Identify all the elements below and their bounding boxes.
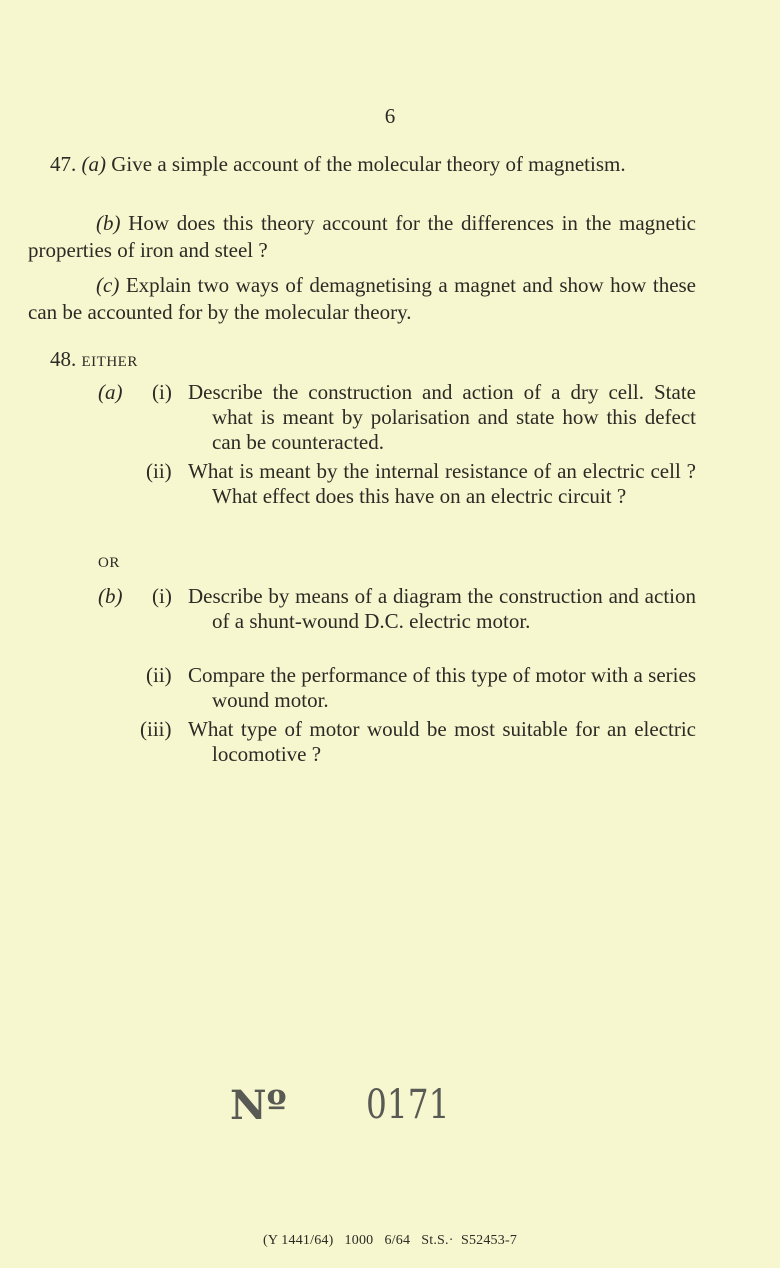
q48-either: EITHER [81,354,138,370]
q47-number: 47. [50,152,77,176]
stamp-number-label: Nº [230,1082,287,1129]
q48-b-ii-label: (ii) [146,663,172,687]
q47-part-b [28,210,696,264]
q47-b-label: (b) [96,211,121,235]
q48-b-label: (b) [98,584,123,608]
q48-b-iii-text: What type of motor would be most suitable for an electric locomotive ? [188,717,696,766]
q48-b-iii-label: (iii) [140,717,172,741]
q47-c-label: (c) [96,273,120,297]
q48-b-ii-text: Compare the performance of this type of motor with a series wound motor. [188,663,696,712]
q47-a-label: (a) [81,152,106,176]
q47-c-text: Explain two ways of demagnetising a magnet and show how these can be accounted for by the molecular theory. [28,273,697,324]
print-code-footer: (Y 1441/64) 1000 6/64 St.S.· S52453-7 [262,1233,518,1248]
q48-a-label: (a) [98,380,123,404]
q48-a-i-label: (i) [152,380,172,404]
q48-a-ii-text: What is meant by the internal resistance of an electric cell ? What effect does this have on an electric circuit ? [188,459,696,508]
q47-a-text: Give a simple account of the molecular theory of magnetism. [111,152,626,176]
q48-a-i-text: Describe the construction and action of a dry cell. State what is meant by polarisation and state how this defect can be counteracted. [188,380,696,454]
q48-or: OR [98,555,120,571]
q47-part-a [28,151,696,178]
q48-number: 48. [50,347,77,371]
q47-b-text: How does this theory account for the differences in the magnetic properties of iron and steel ? [28,211,696,262]
q48-b-i-label: (i) [152,584,172,608]
q48-b-i-text: Describe by means of a diagram the construction and action of a shunt-wound D.C. electric motor. [188,584,696,633]
q48-header [50,347,138,372]
q48-a-ii-label: (ii) [146,459,172,483]
stamp-serial-number: 0171 [366,1082,450,1128]
page-number: 6 [384,104,396,128]
q47-part-c [28,272,696,326]
